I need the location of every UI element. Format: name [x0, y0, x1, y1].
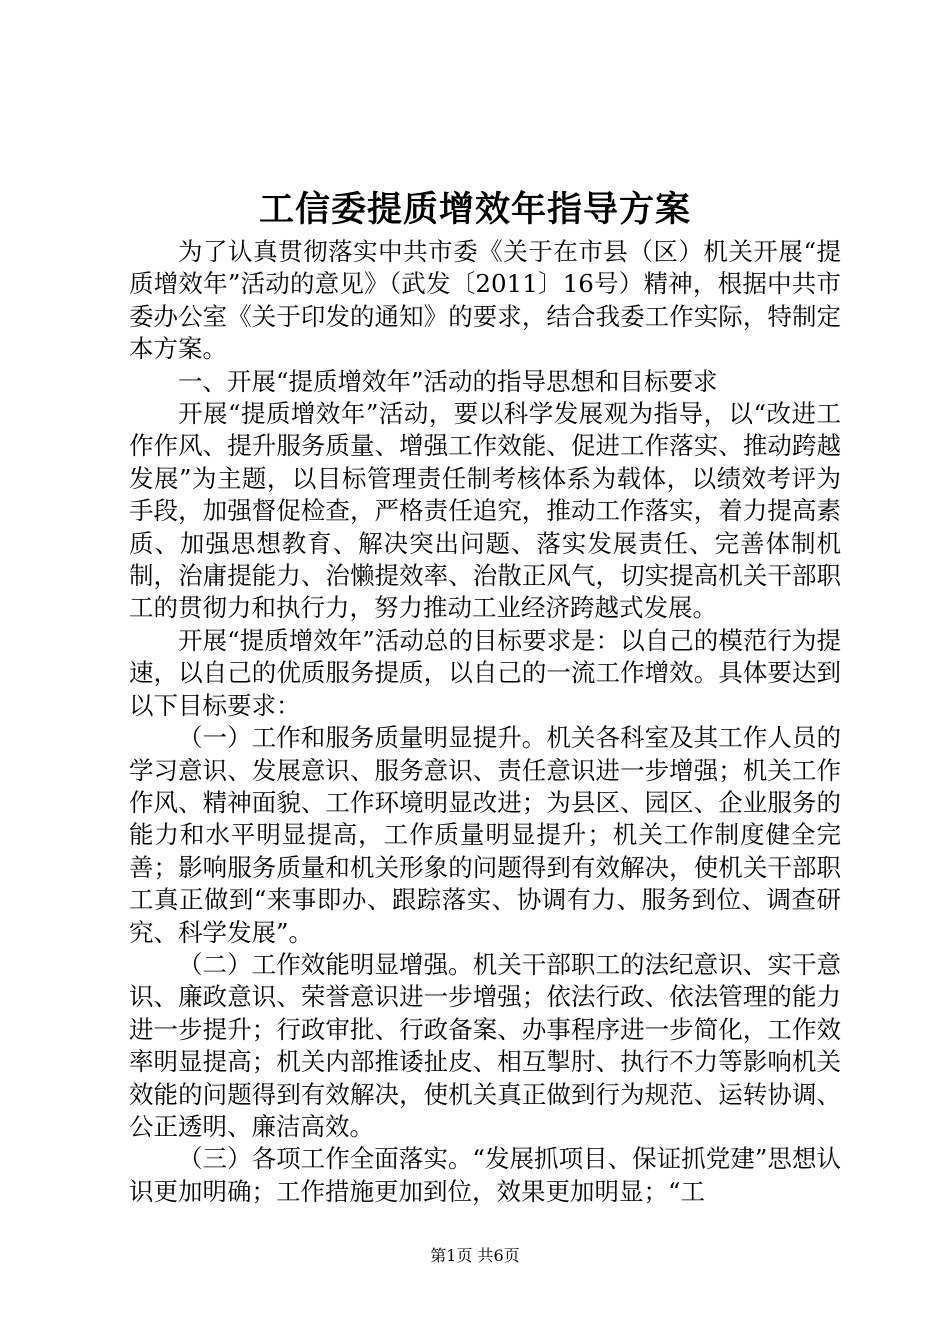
section-heading-1: 一、开展“提质增效年”活动的指导思想和目标要求 — [178, 366, 718, 396]
paragraph-goal-2: （二）工作效能明显增强。机关干部职工的法纪意识、实干意识、廉政意识、荣誉意识进一步增强；依法行政、依法管理的能力进一步提升；行政审批、行政备案、办事程序进一步简化，工作效率明显提高；机关内部推诿扯皮、相互掣肘、执行不力等影响机关效能的问题得到有效解决，使机关真正做到行为规范、运转协调、公正透明、廉洁高效。 — [129, 949, 841, 1141]
document-title: 工信委提质增效年指导方案 — [258, 189, 691, 230]
document-body — [129, 236, 841, 1208]
paragraph-intro: 为了认真贯彻落实中共市委《关于在市县（区）机关开展“提质增效年”活动的意见》（武发〔2011〕16号）精神，根据中共市委办公室《关于印发的通知》的要求，结合我委工作实际，特制定本方案。 — [129, 237, 841, 364]
paragraph-overall-goal: 开展“提质增效年”活动总的目标要求是：以自己的模范行为提速，以自己的优质服务提质，以自己的一流工作增效。具体要达到以下目标要求： — [129, 625, 841, 720]
paragraph-guiding-thought: 开展“提质增效年”活动，要以科学发展观为指导，以“改进工作作风、提升服务质量、增强工作效能、促进工作落实、推动跨越发展”为主题，以目标管理责任制考核体系为载体，以绩效考评为手段，加强督促检查，严格责任追究，推动工作落实，着力提高素质、加强思想教育、解决突出问题、落实发展责任、完善体制机制，治庸提能力、治懒提效率、治散正风气，切实提高机关干部职工的贯彻力和执行力，努力推动工业经济跨越式发展。 — [129, 399, 841, 623]
paragraph-goal-1: （一）工作和服务质量明显提升。机关各科室及其工作人员的学习意识、发展意识、服务意识、责任意识进一步增强；机关工作作风、精神面貌、工作环境明显改进；为县区、园区、企业服务的能力和水平明显提高，工作质量明显提升；机关工作制度健全完善；影响服务质量和机关形象的问题得到有效解决，使机关干部职工真正做到“来事即办、跟踪落实、协调有力、服务到位、调查研究、科学发展”。 — [129, 723, 841, 947]
paragraph-goal-3: （三）各项工作全面落实。“发展抓项目、保证抓党建”思想认识更加明确；工作措施更加到位，效果更加明显；“工 — [129, 1144, 841, 1206]
page-number-footer: 第1页 共6页 — [430, 1246, 520, 1265]
